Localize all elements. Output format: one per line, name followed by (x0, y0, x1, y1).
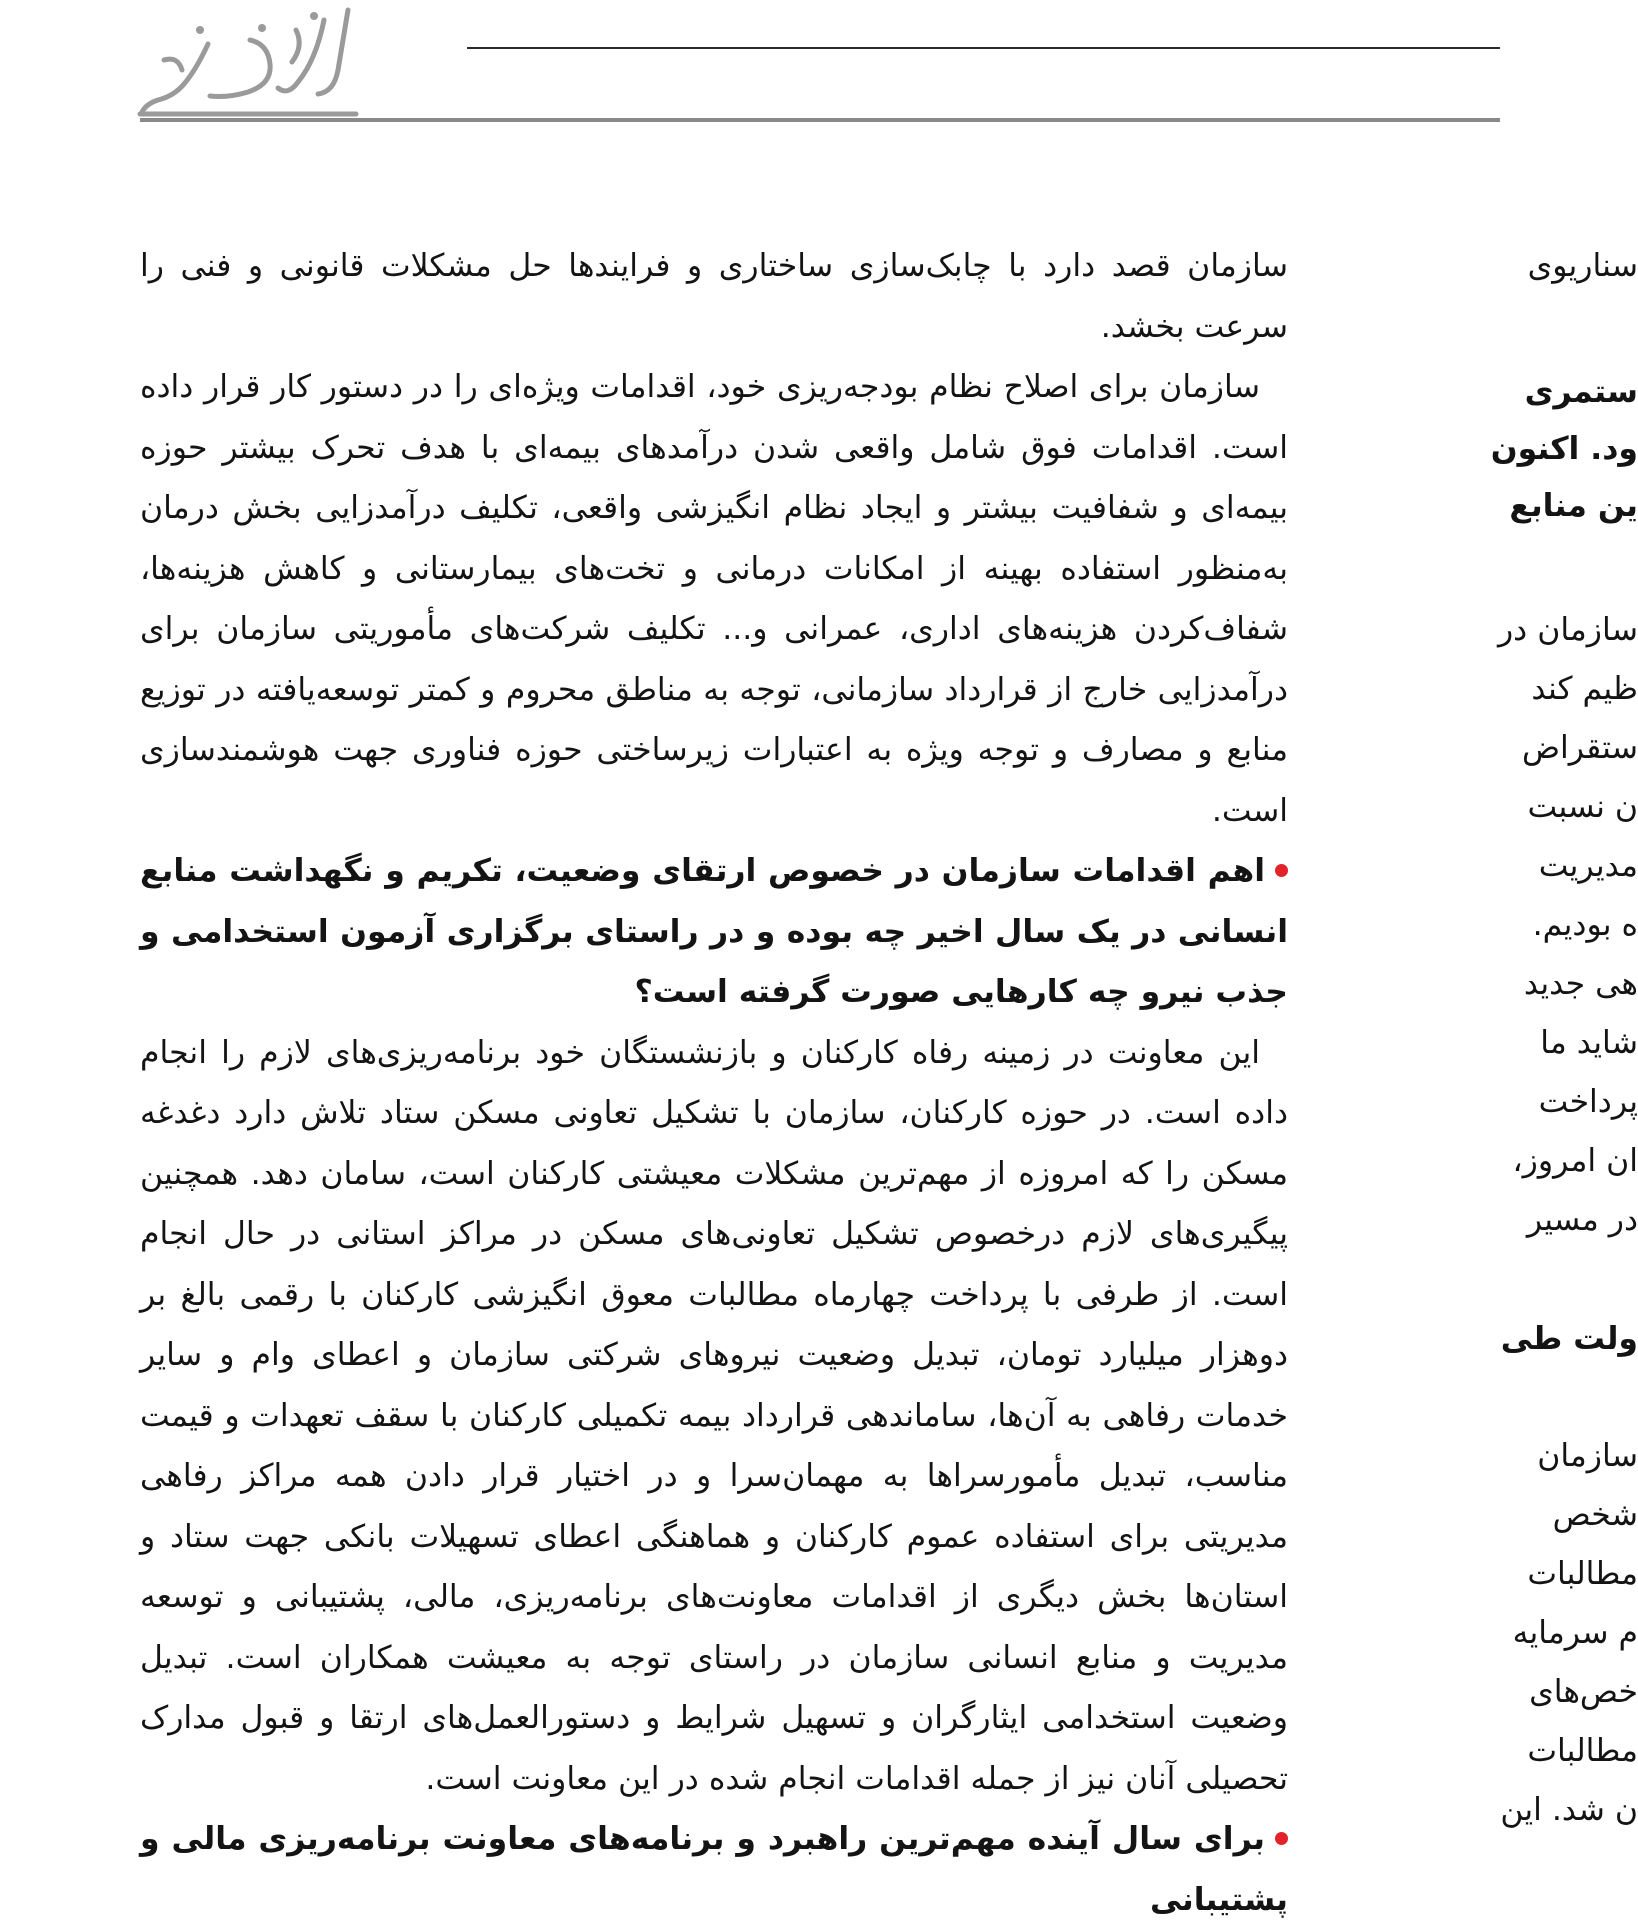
side-line: هی جدید (1524, 954, 1638, 1014)
side-line: ین منابع (1509, 476, 1638, 536)
side-line: ن نسبت (1528, 777, 1638, 837)
side-line: م سرمایه (1513, 1603, 1638, 1663)
side-line: خص‌های (1529, 1662, 1638, 1722)
side-line: پرداخت (1539, 1072, 1638, 1132)
header-rule-thin (467, 47, 1500, 49)
article-body (140, 236, 1288, 1930)
side-line: سناریوی (1528, 236, 1638, 296)
side-line: سازمان (1537, 1426, 1638, 1486)
side-line: سازمان در (1498, 600, 1638, 660)
question-next-year: برای سال آینده مهم‌ترین راهبرد و برنامه‌های معاونت برنامه‌ریزی مالی و پشتیبانی (140, 1809, 1288, 1930)
side-line: مدیریت (1539, 836, 1638, 896)
side-line: در مسیر (1527, 1190, 1638, 1250)
side-line: ستمری (1525, 362, 1638, 422)
side-line: شاید ما (1540, 1013, 1638, 1073)
side-line: ن شد. این (1500, 1780, 1638, 1840)
side-line: ظیم کند (1531, 659, 1638, 719)
red-bullet-icon (1275, 864, 1288, 877)
red-bullet-icon (1275, 1832, 1288, 1845)
side-line: ولت طی (1501, 1309, 1638, 1369)
side-line: ان امروز، (1513, 1131, 1638, 1191)
paragraph-intro: سازمان قصد دارد با چابک‌سازی ساختاری و فرایندها حل مشکلات قانونی و فنی را سرعت بخشد. (140, 236, 1288, 357)
side-line: ه بودیم. (1533, 895, 1638, 955)
side-line: مطالبات (1527, 1721, 1638, 1781)
question-hr: اهم اقدامات سازمان در خصوص ارتقای وضعیت، تکریم و نگهداشت منابع انسانی در یک سال اخیر چه بوده و در راستای برگزاری آزمون استخدامی و جذب نیرو چه کارهایی صورت گرفته است؟ (140, 841, 1288, 1023)
magazine-logo (138, 0, 358, 124)
paragraph-budget: سازمان برای اصلاح نظام بودجه‌ریزی خود، اقدامات ویژه‌ای را در دستور کار قرار داده است. اقدامات فوق شامل واقعی شدن درآمدهای بیمه‌ای با هدف تحرک بیشتر حوزه بیمه‌ای و شفافیت بیشتر و ایجاد نظام انگیزشی واقعی، تکلیف درآمدزایی بخش درمان به‌منظور استفاده بهینه از امکانات درمانی و تخت‌های بیمارستانی و کاهش هزینه‌ها، شفاف‌کردن هزینه‌های اداری، عمرانی و... تکلیف شرکت‌های مأموریتی سازمان برای درآمدزایی خارج از قرارداد سازمانی، توجه به مناطق محروم و کمتر توسعه‌یافته در توزیع منابع و مصارف و توجه ویژه به اعتبارات زیرساختی حوزه فناوری جهت هوشمندسازی است. (140, 357, 1288, 841)
side-line: شخص (1553, 1485, 1638, 1545)
side-line: ود. اکنون (1491, 419, 1638, 479)
side-line: ستقراض (1522, 718, 1638, 778)
side-line: مطالبات (1527, 1544, 1638, 1604)
paragraph-welfare: این معاونت در زمینه رفاه کارکنان و بازنشستگان خود برنامه‌ریزی‌های لازم را انجام داده است. در حوزه کارکنان، سازمان با تشکیل تعاونی مسکن ستاد تلاش دارد دغدغه مسکن را که امروزه از مهم‌ترین مشکلات معیشتی کارکنان است، سامان دهد. همچنین پیگیری‌های لازم درخصوص تشکیل تعاونی‌های مسکن در مراکز استانی در حال انجام است. از طرفی با پرداخت چهارماه مطالبات معوق انگیزشی کارکنان با رقمی بالغ بر دوهزار میلیارد تومان، تبدیل وضعیت نیروهای شرکتی سازمان و اعطای وام و سایر خدمات رفاهی به آن‌ها، ساماندهی قرارداد بیمه تکمیلی کارکنان با سقف تعهدات و قیمت مناسب، تبدیل مأمورسراها به مهمان‌سرا و در اختیار قرار دادن همه مراکز رفاهی مدیریتی برای استفاده عموم کارکنان و هماهنگی اعطای تسهیلات بانکی جهت ستاد و استان‌ها بخش دیگری از اقدامات معاونت‌های برنامه‌ریزی، مالی، پشتیبانی و توسعه مدیریت و منابع انسانی سازمان در راستای توجه به معیشت همکاران است. تبدیل وضعیت استخدامی ایثارگران و تسهیل شرایط و دستورالعمل‌های ارتقا و قبول مدارک تحصیلی آنان نیز از جمله اقدامات انجام شده در این معاونت است. (140, 1023, 1288, 1810)
